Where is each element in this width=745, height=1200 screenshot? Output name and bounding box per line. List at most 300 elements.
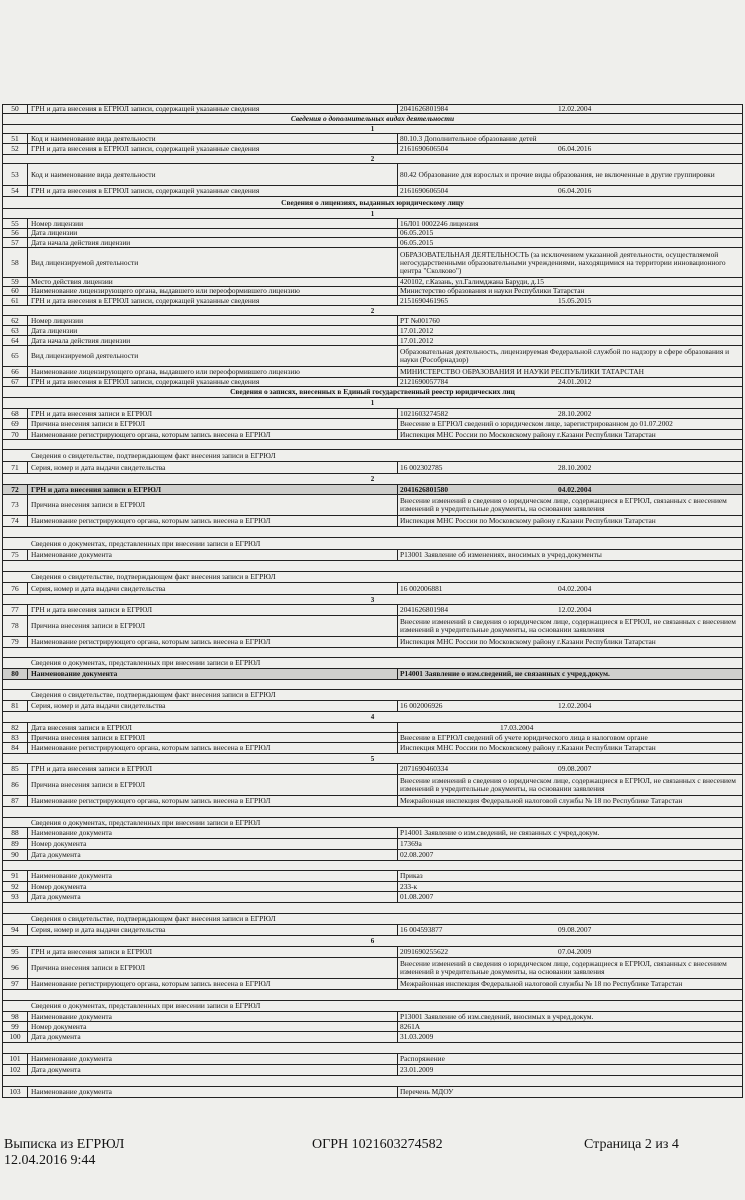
table-row-71 — [2, 462, 743, 474]
table-row-82 — [2, 723, 743, 733]
row-value-text: 80.10.3 Дополнительное образование детей — [400, 133, 537, 143]
table-row-73 — [2, 495, 743, 516]
row-field-name: Наименование лицензирующего органа, выдавшего или переоформившего лицензию — [28, 367, 398, 377]
row-field-value — [398, 701, 742, 711]
table-row-56 — [2, 229, 743, 238]
record-index: 2 — [2, 155, 743, 164]
row-number: 82 — [3, 723, 28, 732]
row-field-value — [398, 828, 742, 838]
row-field-value — [398, 346, 742, 366]
row-field-value — [398, 278, 742, 286]
row-field-name: Наименование документа — [28, 871, 398, 881]
record-index: 2 — [2, 474, 743, 485]
row-field-value — [398, 296, 742, 305]
row-field-name: Причина внесения записи в ЕГРЮЛ — [28, 616, 398, 636]
row-number: 60 — [3, 287, 28, 295]
row-value-text: Инспекция МНС России по Московскому району г.Казани Республики Татарстан — [400, 743, 656, 752]
row-field-name: Дата документа — [28, 850, 398, 860]
row-field-value — [398, 723, 742, 732]
row-field-name: Номер лицензии — [28, 316, 398, 325]
row-number: 90 — [3, 850, 28, 860]
row-value-text: Перечень МДОУ — [400, 1087, 454, 1096]
row-value-text: Внесение изменений в сведения о юридическом лице, содержащиеся в ЕГРЮЛ, связанных с внесением изменений в учредительные документы, на основании заявления — [400, 959, 727, 976]
row-number: 92 — [3, 882, 28, 891]
row-number: 78 — [3, 616, 28, 636]
row-field-value — [398, 637, 742, 647]
row-field-value — [398, 775, 742, 795]
table-row-91 — [2, 871, 743, 882]
row-field-value — [398, 378, 742, 386]
row-field-name: Номер документа — [28, 1022, 398, 1031]
row-field-name: Вид лицензируемой деятельности — [28, 248, 398, 277]
row-value-text: 06.05.2015 — [400, 237, 434, 247]
row-field-name: Наименование документа — [28, 550, 398, 560]
table-row-101 — [2, 1054, 743, 1065]
row-date-value: 24.01.2012 — [558, 377, 592, 386]
row-value-text: Министерство образования и науки Республики Татарстан — [400, 286, 585, 295]
row-field-value — [398, 336, 742, 345]
row-field-name: Наименование регистрирующего органа, которым запись внесена в ЕГРЮЛ — [28, 637, 398, 647]
table-row-85 — [2, 764, 743, 775]
table-row-62 — [2, 316, 743, 326]
row-field-value — [398, 229, 742, 237]
row-field-name: Серия, номер и дата выдачи свидетельства — [28, 925, 398, 935]
row-value-text: Внесение в ЕГРЮЛ сведений о юридическом лице, зарегистрированном до 01.07.2002 — [400, 419, 673, 428]
row-field-name: Причина внесения записи в ЕГРЮЛ — [28, 775, 398, 795]
row-number: 76 — [3, 583, 28, 594]
row-field-name: Дата документа — [28, 892, 398, 902]
row-value-text: Распоряжение — [400, 1054, 445, 1063]
row-value-text: Межрайонная инспекция Федеральной налоговой службы № 18 по Республике Татарстан — [400, 796, 683, 805]
row-field-value — [398, 462, 742, 473]
row-field-name: Номер лицензии — [28, 219, 398, 228]
row-field-value — [398, 105, 742, 113]
row-field-value — [398, 495, 742, 515]
row-number: 61 — [3, 296, 28, 305]
row-field-value — [398, 892, 742, 902]
table-row-70 — [2, 430, 743, 440]
row-field-value — [398, 947, 742, 957]
record-index: 1 — [2, 398, 743, 409]
table-row-94 — [2, 925, 743, 936]
row-field-name: ГРН и дата внесения в ЕГРЮЛ записи, содержащей указанные сведения — [28, 186, 398, 196]
row-date-value: 06.04.2016 — [558, 144, 592, 153]
table-row-60 — [2, 287, 743, 296]
table-row-65 — [2, 346, 743, 367]
row-value-text: Внесение изменений в сведения о юридическом лице, содержащиеся в ЕГРЮЛ, связанных с внесением изменений в учредительные документы, на основании заявления — [400, 496, 727, 513]
row-field-name: ГРН и дата внесения записи в ЕГРЮЛ — [28, 947, 398, 957]
row-field-value — [398, 144, 742, 154]
row-value-text: 06.05.2015 — [400, 228, 434, 237]
row-field-name: Причина внесения записи в ЕГРЮЛ — [28, 419, 398, 429]
row-number: 69 — [3, 419, 28, 429]
table-row-102 — [2, 1065, 743, 1076]
row-date-value: 07.04.2009 — [558, 947, 592, 956]
row-number: 58 — [3, 248, 28, 277]
section-heading: Сведения о записях, внесенных в Единый государственный реестр юридических лиц — [2, 387, 743, 398]
row-field-value — [398, 516, 742, 526]
row-number: 86 — [3, 775, 28, 795]
row-field-name: Наименование регистрирующего органа, которым запись внесена в ЕГРЮЛ — [28, 796, 398, 806]
row-value-text: 17.01.2012 — [400, 335, 434, 345]
row-number: 87 — [3, 796, 28, 806]
row-number: 54 — [3, 186, 28, 196]
row-number: 68 — [3, 409, 28, 418]
row-field-name: Дата документа — [28, 1032, 398, 1042]
row-field-name: ГРН и дата внесения записи в ЕГРЮЛ — [28, 764, 398, 774]
table-row-86 — [2, 775, 743, 796]
row-number: 74 — [3, 516, 28, 526]
blank-row — [2, 1076, 743, 1087]
row-value-text: 16 004593877 — [400, 925, 443, 934]
row-field-value — [398, 743, 742, 753]
row-field-value — [398, 186, 742, 196]
row-field-value — [398, 958, 742, 978]
row-value-text: 2041626801984 — [400, 104, 449, 113]
row-field-name: ГРН и дата внесения в ЕГРЮЛ записи, содержащей указанные сведения — [28, 378, 398, 386]
row-field-value — [398, 219, 742, 228]
row-value-text: 02.08.2007 — [400, 850, 434, 859]
blank-row — [2, 807, 743, 818]
row-field-name: Серия, номер и дата выдачи свидетельства — [28, 462, 398, 473]
row-date-value: 28.10.2002 — [558, 462, 592, 472]
row-field-name: Дата внесения записи в ЕГРЮЛ — [28, 723, 398, 732]
blank-row — [2, 903, 743, 914]
row-value-text: Инспекция МНС России по Московскому району г.Казани Республики Татарстан — [400, 637, 656, 646]
subsection-heading: Сведения о свидетельстве, подтверждающем факт внесения записи в ЕГРЮЛ — [2, 914, 743, 925]
table-row-99 — [2, 1022, 743, 1032]
blank-row — [2, 648, 743, 658]
row-value-text: 2091690255622 — [400, 947, 449, 956]
row-number: 95 — [3, 947, 28, 957]
row-field-value — [398, 1054, 742, 1064]
row-field-name: Номер документа — [28, 882, 398, 891]
row-number: 79 — [3, 637, 28, 647]
subsection-heading: Сведения о свидетельстве, подтверждающем факт внесения записи в ЕГРЮЛ — [2, 572, 743, 583]
table-row-96 — [2, 958, 743, 979]
row-value-text: 01.08.2007 — [400, 892, 434, 901]
table-row-52 — [2, 144, 743, 155]
row-field-value — [398, 1032, 742, 1042]
subsection-heading: Сведения о свидетельстве, подтверждающем факт внесения записи в ЕГРЮЛ — [2, 450, 743, 462]
row-number: 53 — [3, 164, 28, 185]
table-row-92 — [2, 882, 743, 892]
row-number: 70 — [3, 430, 28, 439]
row-field-name: ГРН и дата внесения в ЕГРЮЛ записи, содержащей указанные сведения — [28, 144, 398, 154]
row-field-name: ГРН и дата внесения записи в ЕГРЮЛ — [28, 485, 398, 494]
record-index: 3 — [2, 595, 743, 605]
row-value-text: 17369а — [400, 839, 422, 848]
blank-row — [2, 680, 743, 690]
row-field-value — [398, 669, 742, 679]
table-row-87 — [2, 796, 743, 807]
row-field-name: Дата лицензии — [28, 229, 398, 237]
blank-row — [2, 440, 743, 450]
table-row-80 — [2, 669, 743, 680]
row-field-name: Код и наименование вида деятельности — [28, 134, 398, 143]
table-row-97 — [2, 979, 743, 990]
row-value-text: 80.42 Образование для взрослых и прочие виды образования, не включенные в другие группировки — [400, 169, 715, 179]
table-row-83 — [2, 733, 743, 743]
row-value-text: 2151690461965 — [400, 295, 449, 305]
row-field-value — [398, 238, 742, 247]
row-field-value — [398, 979, 742, 989]
row-field-name: Номер документа — [28, 839, 398, 849]
row-number: 51 — [3, 134, 28, 143]
row-number: 83 — [3, 733, 28, 742]
row-field-value — [398, 134, 742, 143]
table-row-77 — [2, 605, 743, 616]
table-row-67 — [2, 378, 743, 387]
row-field-name: Дата начала действия лицензии — [28, 238, 398, 247]
row-number: 96 — [3, 958, 28, 978]
row-field-value — [398, 430, 742, 439]
row-date-value: 09.08.2007 — [558, 925, 592, 934]
row-number: 97 — [3, 979, 28, 989]
row-value-text: 17.03.2004 — [500, 722, 534, 732]
row-field-value — [398, 850, 742, 860]
blank-row — [2, 861, 743, 871]
table-row-54 — [2, 186, 743, 197]
table-row-61 — [2, 296, 743, 306]
row-number: 59 — [3, 278, 28, 286]
record-index: 1 — [2, 125, 743, 134]
row-number: 55 — [3, 219, 28, 228]
row-value-text: Приказ — [400, 871, 423, 880]
table-row-93 — [2, 892, 743, 903]
row-field-name: Наименование документа — [28, 1087, 398, 1097]
subsection-heading: Сведения о свидетельстве, подтверждающем факт внесения записи в ЕГРЮЛ — [2, 690, 743, 701]
table-row-64 — [2, 336, 743, 346]
section-heading: Сведения о дополнительных видах деятельности — [2, 114, 743, 125]
blank-row — [2, 527, 743, 538]
row-field-value — [398, 485, 742, 494]
table-row-98 — [2, 1012, 743, 1022]
row-field-value — [398, 248, 742, 277]
row-value-text: Внесение изменений в сведения о юридическом лице, содержащиеся в ЕГРЮЛ, не связанных с внесением изменений в учредительные документы, на основании заявления — [400, 617, 736, 634]
row-field-value — [398, 733, 742, 742]
row-field-value — [398, 1087, 742, 1097]
row-field-value — [398, 550, 742, 560]
row-value-text: 16 002006926 — [400, 701, 443, 710]
row-number: 93 — [3, 892, 28, 902]
row-date-value: 12.02.2004 — [558, 104, 592, 113]
row-value-text: 8261А — [400, 1021, 421, 1031]
row-number: 63 — [3, 326, 28, 335]
row-value-text: Р13001 Заявление об изменениях, вносимых в учред.документы — [400, 550, 602, 559]
table-row-63 — [2, 326, 743, 336]
row-field-name: Наименование регистрирующего органа, которым запись внесена в ЕГРЮЛ — [28, 430, 398, 439]
row-field-value — [398, 616, 742, 636]
row-value-text: 17.01.2012 — [400, 325, 434, 335]
row-number: 84 — [3, 743, 28, 753]
table-row-95 — [2, 947, 743, 958]
row-field-value — [398, 1022, 742, 1031]
row-value-text: 2161690606504 — [400, 186, 449, 195]
row-number: 73 — [3, 495, 28, 515]
footer-title: Выписка из ЕГРЮЛ — [4, 1137, 125, 1152]
table-row-50 — [2, 105, 743, 114]
row-field-name: Дата лицензии — [28, 326, 398, 335]
footer-datetime: 12.04.2016 9:44 — [4, 1153, 96, 1168]
row-field-name: Наименование регистрирующего органа, которым запись внесена в ЕГРЮЛ — [28, 516, 398, 526]
section-heading: Сведения о лицензиях, выданных юридическому лицу — [2, 197, 743, 209]
subsection-heading: Сведения о документах, представленных при внесении записи в ЕГРЮЛ — [2, 818, 743, 828]
table-row-72 — [2, 485, 743, 495]
row-value-text: 2041626801580 — [400, 484, 449, 494]
row-field-name: Дата документа — [28, 1065, 398, 1075]
row-number: 91 — [3, 871, 28, 881]
record-index: 6 — [2, 936, 743, 947]
row-number: 72 — [3, 485, 28, 494]
row-field-value — [398, 164, 742, 185]
row-field-name: Причина внесения записи в ЕГРЮЛ — [28, 958, 398, 978]
blank-row — [2, 561, 743, 572]
table-row-90 — [2, 850, 743, 861]
row-field-value — [398, 871, 742, 881]
row-value-text: 2071690460334 — [400, 764, 449, 773]
table-row-74 — [2, 516, 743, 527]
row-field-value — [398, 367, 742, 377]
row-value-text: РТ №001760 — [400, 315, 440, 325]
row-number: 67 — [3, 378, 28, 386]
row-field-value — [398, 326, 742, 335]
row-date-value: 12.02.2004 — [558, 701, 592, 710]
row-number: 81 — [3, 701, 28, 711]
row-date-value: 15.05.2015 — [558, 295, 592, 305]
row-number: 50 — [3, 105, 28, 113]
row-field-name: Наименование документа — [28, 828, 398, 838]
row-field-value — [398, 287, 742, 295]
footer-page-number: Страница 2 из 4 — [584, 1137, 679, 1152]
table-row-75 — [2, 550, 743, 561]
row-field-name: Код и наименование вида деятельности — [28, 164, 398, 185]
row-field-value — [398, 925, 742, 935]
table-row-69 — [2, 419, 743, 430]
row-value-text: 2041626801984 — [400, 605, 449, 614]
row-field-value — [398, 419, 742, 429]
row-value-text: Внесение в ЕГРЮЛ сведений об учете юридического лица в налоговом органе — [400, 732, 648, 742]
row-field-value — [398, 583, 742, 594]
row-field-value — [398, 882, 742, 891]
row-number: 66 — [3, 367, 28, 377]
row-field-value — [398, 605, 742, 615]
row-number: 85 — [3, 764, 28, 774]
row-field-name: Дата начала действия лицензии — [28, 336, 398, 345]
row-date-value: 04.02.2004 — [558, 484, 592, 494]
table-row-81 — [2, 701, 743, 712]
row-field-name: Место действия лицензии — [28, 278, 398, 286]
row-value-text: 1021603274582 — [400, 408, 449, 418]
row-number: 77 — [3, 605, 28, 615]
row-field-value — [398, 764, 742, 774]
row-value-text: Р14001 Заявление о изм.сведений, не связанных с учред.докум. — [400, 828, 600, 837]
row-number: 64 — [3, 336, 28, 345]
row-field-name: ГРН и дата внесения в ЕГРЮЛ записи, содержащей указанные сведения — [28, 296, 398, 305]
row-field-name: ГРН и дата внесения записи в ЕГРЮЛ — [28, 605, 398, 615]
row-value-text: МИНИСТЕРСТВО ОБРАЗОВАНИЯ И НАУКИ РЕСПУБЛИКИ ТАТАРСТАН — [400, 367, 644, 376]
row-field-value — [398, 316, 742, 325]
table-row-55 — [2, 219, 743, 229]
row-field-name: Наименование документа — [28, 1054, 398, 1064]
row-value-text: 2121690057784 — [400, 377, 449, 386]
table-row-78 — [2, 616, 743, 637]
row-field-value — [398, 409, 742, 418]
table-row-68 — [2, 409, 743, 419]
row-field-value — [398, 796, 742, 806]
row-field-name: Наименование регистрирующего органа, которым запись внесена в ЕГРЮЛ — [28, 979, 398, 989]
row-number: 71 — [3, 462, 28, 473]
row-number: 98 — [3, 1012, 28, 1021]
subsection-heading: Сведения о документах, представленных при внесении записи в ЕГРЮЛ — [2, 658, 743, 669]
row-field-value — [398, 1012, 742, 1021]
row-value-text: 16 002006881 — [400, 583, 443, 593]
row-number: 94 — [3, 925, 28, 935]
record-index: 5 — [2, 754, 743, 764]
row-field-name: Наименование документа — [28, 669, 398, 679]
blank-row — [2, 1043, 743, 1054]
row-value-text: Инспекция МНС России по Московскому району г.Казани Республики Татарстан — [400, 516, 656, 525]
row-number: 88 — [3, 828, 28, 838]
record-index: 4 — [2, 712, 743, 723]
table-row-53 — [2, 164, 743, 186]
row-value-text: 23.01.2009 — [400, 1065, 434, 1074]
footer-left — [4, 1137, 124, 1169]
table-row-100 — [2, 1032, 743, 1043]
table-row-76 — [2, 583, 743, 595]
row-field-name: Наименование регистрирующего органа, которым запись внесена в ЕГРЮЛ — [28, 743, 398, 753]
row-number: 75 — [3, 550, 28, 560]
row-number: 103 — [3, 1087, 28, 1097]
page-footer — [0, 1135, 745, 1195]
row-value-text: Межрайонная инспекция Федеральной налоговой службы № 18 по Республике Татарстан — [400, 979, 683, 988]
row-value-text: 31.03.2009 — [400, 1032, 434, 1041]
row-value-text: 420102, г.Казань, ул.Галимджана Баруди, д.15 — [400, 277, 544, 286]
row-field-name: Серия, номер и дата выдачи свидетельства — [28, 583, 398, 594]
row-field-name: ГРН и дата внесения записи в ЕГРЮЛ — [28, 409, 398, 418]
row-date-value: 28.10.2002 — [558, 408, 592, 418]
row-field-value — [398, 1065, 742, 1075]
row-number: 65 — [3, 346, 28, 366]
row-number: 62 — [3, 316, 28, 325]
row-value-text: Р13001 Заявление об изм.сведений, вносимых в учред.докум. — [400, 1011, 594, 1021]
row-field-value — [398, 839, 742, 849]
row-number: 100 — [3, 1032, 28, 1042]
blank-row — [2, 990, 743, 1001]
row-value-text: 16 002302785 — [400, 462, 443, 472]
row-value-text: Образовательная деятельность, лицензируемая Федеральной службой по надзору в сфере образования и науки (Рособрнадзор) — [400, 347, 730, 364]
row-value-text: 16Л01 0002246 лицензия — [400, 218, 479, 228]
table-row-58 — [2, 248, 743, 278]
row-number: 57 — [3, 238, 28, 247]
row-number: 89 — [3, 839, 28, 849]
row-field-name: Наименование лицензирующего органа, выдавшего или переоформившего лицензию — [28, 287, 398, 295]
row-field-name: Серия, номер и дата выдачи свидетельства — [28, 701, 398, 711]
row-number: 52 — [3, 144, 28, 154]
subsection-heading: Сведения о документах, представленных при внесении записи в ЕГРЮЛ — [2, 538, 743, 550]
row-number: 56 — [3, 229, 28, 237]
row-field-name: Вид лицензируемой деятельности — [28, 346, 398, 366]
row-value-text: 233-к — [400, 881, 418, 891]
row-number: 102 — [3, 1065, 28, 1075]
row-number: 101 — [3, 1054, 28, 1064]
subsection-heading: Сведения о документах, представленных при внесении записи в ЕГРЮЛ — [2, 1001, 743, 1012]
row-field-name: Наименование документа — [28, 1012, 398, 1021]
row-number: 99 — [3, 1022, 28, 1031]
record-index: 2 — [2, 306, 743, 316]
footer-ogrn: ОГРН 1021603274582 — [312, 1137, 443, 1152]
egrul-table — [2, 104, 743, 1098]
